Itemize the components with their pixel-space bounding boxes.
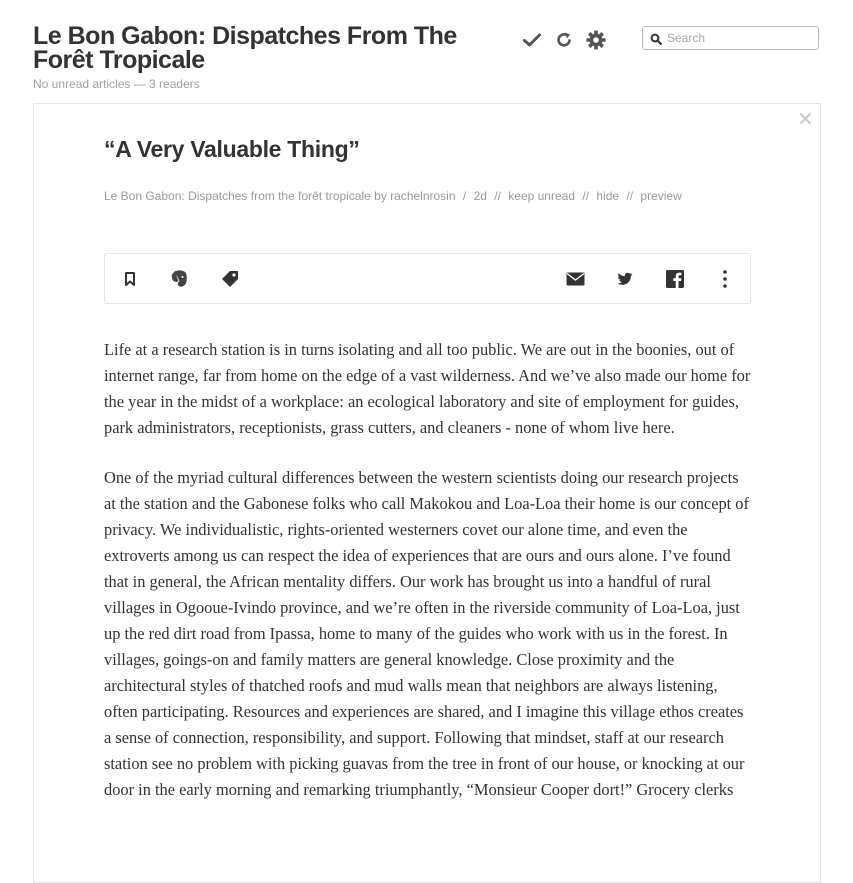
story-source[interactable]: Le Bon Gabon: Dispatches from the forêt tropicale by rachelnrosin [104,189,456,203]
email-icon[interactable] [564,268,586,290]
gear-icon[interactable] [585,29,607,51]
share-bar [104,253,751,304]
meta-separator: // [582,189,590,203]
meta-separator: // [626,189,634,203]
facebook-icon[interactable] [664,268,686,290]
search-input[interactable] [667,29,813,47]
search-icon [650,32,662,50]
more-options-icon[interactable] [714,268,736,290]
story-age: 2d [473,189,487,203]
story-title[interactable]: “A Very Valuable Thing” [104,136,360,162]
meta-separator: / [462,189,467,203]
evernote-icon[interactable] [169,268,191,290]
meta-separator: // [494,189,501,203]
story-paragraph: One of the myriad cultural differences between the western scientists doing our research projects at the station and the Gabonese folks who call Makokou and Loa-Loa their home is our concept of privacy. We individualistic, rights-oriented westerners covet our alone time, and even the extroverts among us can respect the idea of experiences that are ours and ours alone. I’ve found that in general, the African mentality differs. Our work has brought us into a handful of rural villages in Ogooue-Ivindo province, and we’re often in the riverside community of Loa-Loa, just up the red dirt road from Ipassa, home to many of the guides who work with us in the forest. In villages, goings-on and family matters are general knowledge. Close proximity and the architectural styles of thatched roofs and mud walls mean that neighbors are always listening, often participating. Resources and experiences are shared, and I imagine this village ethos creates a sense of connection, responsibility, and support. Following that mindset, staff at our research station see no problem with picking guavas from the tree in front of our house, or knocking at our door in the early morning and remarking triumphantly, “Monsieur Cooper dort!” Grocery clerks [104,468,749,799]
story-content [104,337,754,827]
close-icon[interactable]: ✕ [797,109,814,131]
refresh-icon[interactable] [553,29,575,51]
story-meta [104,189,682,203]
story-paragraph: Life at a research station is in turns isolating and all too public. We are out in the boonies, out of internet range, far from home on the edge of a vast wilderness. And we’ve also made our home for the year in the midst of a workplace: an ecological laboratory and site of employment for guides, park administrators, receptionists, grass cutters, and cleaners - none of whom live here. [104,340,751,437]
hide-link[interactable]: hide [596,189,620,203]
tag-icon[interactable] [219,268,241,290]
preview-link[interactable]: preview [640,189,682,203]
search-box[interactable] [642,26,819,50]
checkmark-icon[interactable] [521,29,543,51]
feed-title: Le Bon Gabon: Dispatches From The Forêt Tropicale [33,22,457,74]
bookmark-icon[interactable] [119,268,141,290]
twitter-icon[interactable] [614,268,636,290]
keep-unread-link[interactable]: keep unread [508,189,576,203]
feed-subtitle: No unread articles — 3 readers [33,77,200,91]
